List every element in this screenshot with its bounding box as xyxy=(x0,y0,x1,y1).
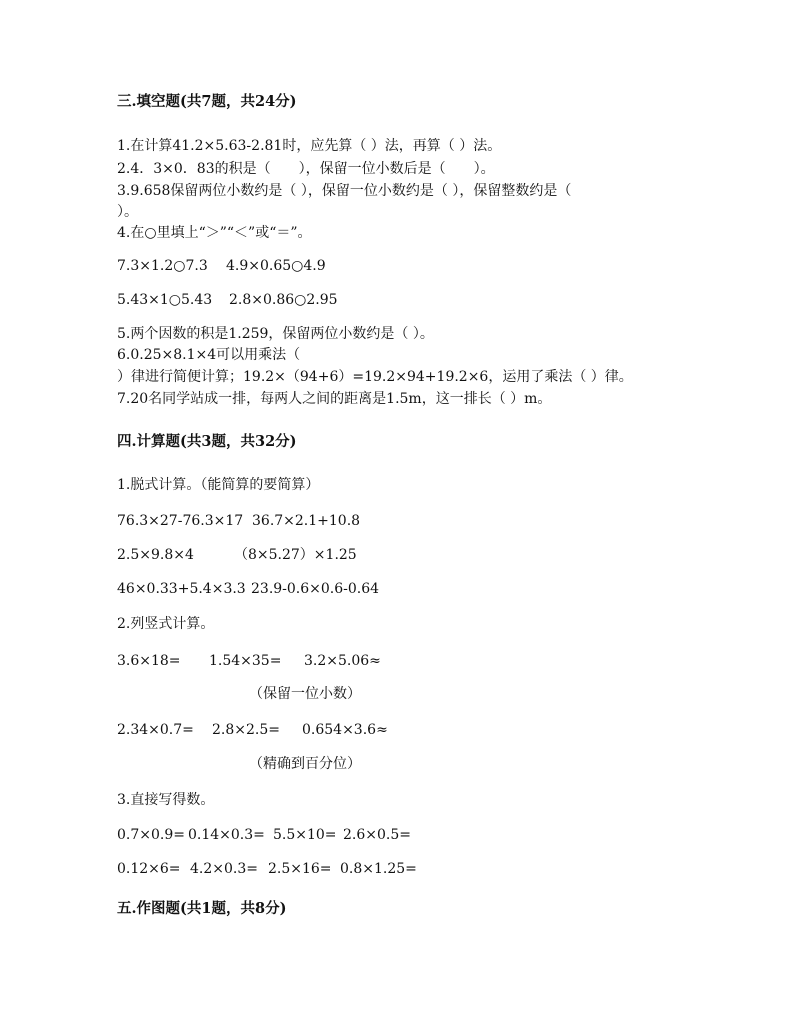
calc-question-1: 1.脱式计算。（能简算的要简算） xyxy=(117,477,320,493)
vertical-calc-expression: 1.54×35= xyxy=(209,653,282,669)
fill-question-6-line-1: 6.0.25×8.1×4可以用乘法（ xyxy=(117,347,301,363)
calc-expression: （8×5.27）×1.25 xyxy=(234,547,357,563)
mental-calc-expression: 0.7×0.9= xyxy=(117,827,185,843)
compare-expression: 2.8×0.86○2.95 xyxy=(229,292,338,308)
vertical-calc-expression: 2.8×2.5= xyxy=(212,722,280,738)
fill-question-6-line-2: ）律进行简便计算；19.2×（94+6）=19.2×94+19.2×6，运用了乘法（ ）律。 xyxy=(117,369,633,385)
mental-calc-expression: 4.2×0.3= xyxy=(190,861,258,877)
section-5-heading: 五.作图题(共1题，共8分) xyxy=(117,900,287,917)
vertical-calc-expression: 3.6×18= xyxy=(117,653,181,669)
fill-question-5: 5.两个因数的积是1.259，保留两位小数约是（ ）。 xyxy=(117,326,434,342)
mental-calc-expression: 2.5×16= xyxy=(268,861,332,877)
section-3-heading: 三.填空题(共7题，共24分) xyxy=(117,93,297,110)
fill-question-3-line-2: ）。 xyxy=(117,204,138,220)
fill-question-7: 7.20名同学站成一排，每两人之间的距离是1.5m，这一排长（ ）m。 xyxy=(117,391,552,407)
fill-question-1: 1.在计算41.2×5.63-2.81时，应先算（ ）法，再算（ ）法。 xyxy=(117,138,502,154)
calc-question-2: 2.列竖式计算。 xyxy=(117,616,215,632)
fill-question-2: 2.4．3×0．83的积是（ ），保留一位小数后是（ ）。 xyxy=(117,161,495,177)
calc-expression: 76.3×27-76.3×17 xyxy=(117,513,244,529)
calc-expression: 36.7×2.1+10.8 xyxy=(252,513,361,529)
mental-calc-expression: 0.12×6= xyxy=(117,861,181,877)
mental-calc-expression: 0.8×1.25= xyxy=(340,861,417,877)
calc-expression: 2.5×9.8×4 xyxy=(117,547,194,563)
calc-question-3: 3.直接写得数。 xyxy=(117,792,215,808)
compare-expression: 5.43×1○5.43 xyxy=(117,292,213,308)
mental-calc-expression: 0.14×0.3= xyxy=(188,827,265,843)
section-4-heading: 四.计算题(共3题，共32分) xyxy=(117,433,297,450)
calc-expression: 46×0.33+5.4×3.3 xyxy=(117,581,246,597)
mental-calc-expression: 5.5×10= xyxy=(273,827,337,843)
vertical-calc-expression: 0.654×3.6≈ xyxy=(302,722,388,738)
fill-question-3-line-1: 3.9.658保留两位小数约是（ ），保留一位小数约是（ ），保留整数约是（ xyxy=(117,183,572,199)
vertical-calc-expression: 3.2×5.06≈ xyxy=(304,653,381,669)
compare-expression: 4.9×0.65○4.9 xyxy=(226,258,326,274)
rounding-note: （保留一位小数） xyxy=(249,686,361,702)
mental-calc-expression: 2.6×0.5= xyxy=(343,827,411,843)
calc-expression: 23.9-0.6×0.6-0.64 xyxy=(251,581,380,597)
vertical-calc-expression: 2.34×0.7= xyxy=(117,722,194,738)
compare-expression: 7.3×1.2○7.3 xyxy=(117,258,208,274)
fill-question-4: 4.在○里填上“＞”“＜”或“＝”。 xyxy=(117,225,312,241)
rounding-note: （精确到百分位） xyxy=(249,756,361,772)
